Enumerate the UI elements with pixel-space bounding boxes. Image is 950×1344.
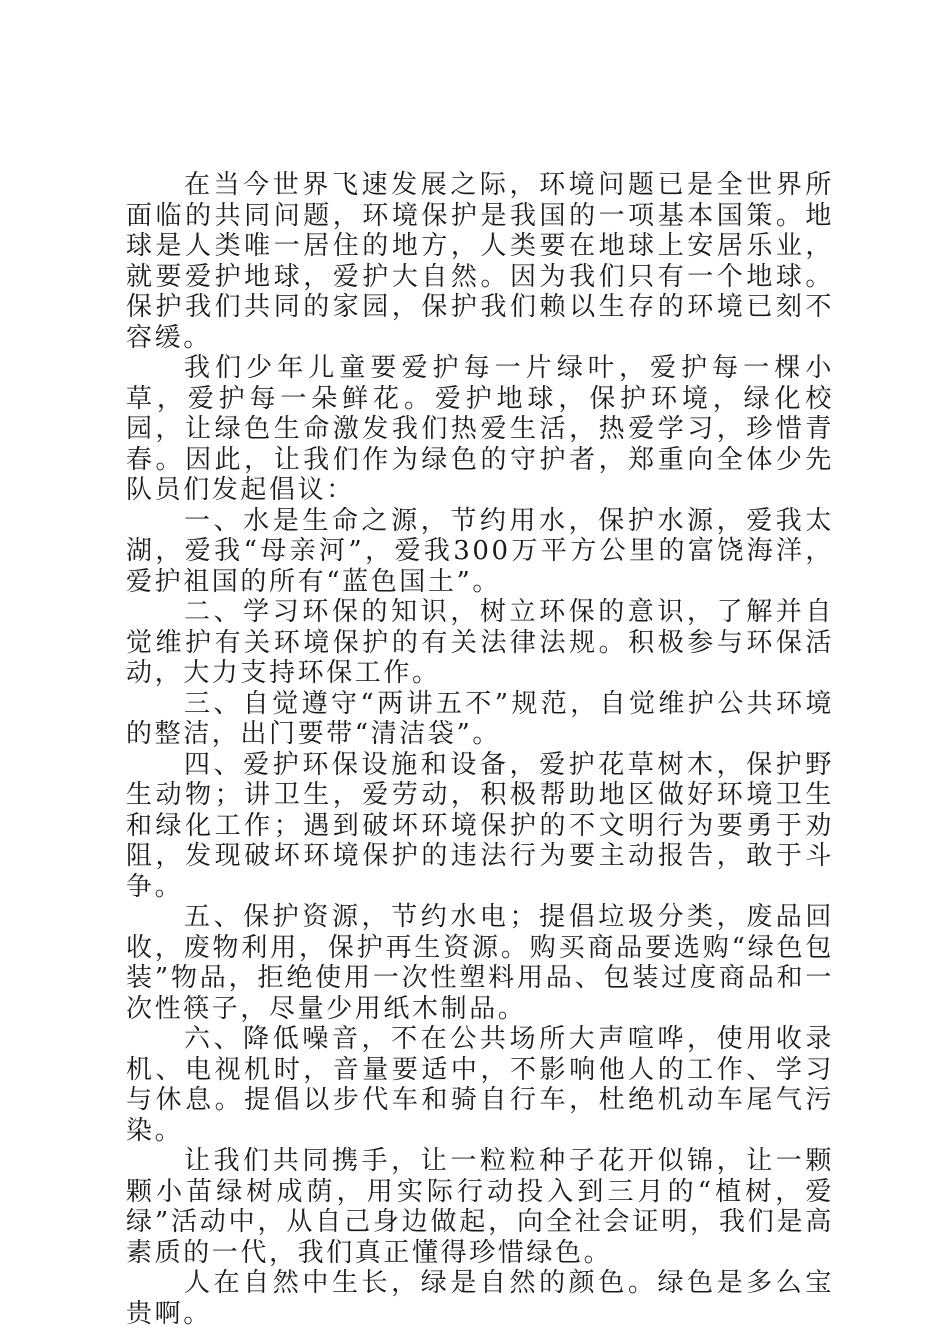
paragraph-appeal: 我们少年儿童要爱护每一片绿叶，爱护每一棵小草，爱护每一朵鲜花。爱护地球，保护环境，绿化校园，让绿色生命激发我们热爱生活，热爱学习，珍惜青春。因此，让我们作为绿色的守护者，郑重向全体少先队员们发起倡议： [126, 353, 834, 505]
paragraph-call-to-action: 让我们共同携手，让一粒粒种子花开似锦，让一颗颗小苗绿树成荫，用实际行动投入到三月的“植树，爱绿”活动中，从自己身边做起，向全社会证明，我们是高素质的一代，我们真正懂得珍惜绿色。 [126, 1146, 834, 1268]
paragraph-item-6: 六、降低噪音，不在公共场所大声喧哗，使用收录机、电视机时，音量要适中，不影响他人的工作、学习与休息。提倡以步代车和骑自行车，杜绝机动车尾气污染。 [126, 1024, 834, 1146]
paragraph-intro: 在当今世界飞速发展之际，环境问题已是全世界所面临的共同问题，环境保护是我国的一项基本国策。地球是人类唯一居住的地方，人类要在地球上安居乐业，就要爱护地球，爱护大自然。因为我们只有一个地球。保护我们共同的家园，保护我们赖以生存的环境已刻不容缓。 [126, 170, 834, 353]
paragraph-closing: 人在自然中生长，绿是自然的颜色。绿色是多么宝贵啊。 [126, 1268, 834, 1329]
paragraph-item-4: 四、爱护环保设施和设备，爱护花草树木，保护野生动物；讲卫生，爱劳动，积极帮助地区做好环境卫生和绿化工作；遇到破坏环境保护的不文明行为要勇于劝阻，发现破坏环境保护的违法行为要主动报告，敢于斗争。 [126, 749, 834, 902]
document-body [126, 170, 834, 1329]
paragraph-item-1: 一、水是生命之源，节约用水，保护水源，爱我太湖，爱我“母亲河”，爱我300万平方公里的富饶海洋，爱护祖国的所有“蓝色国土”。 [126, 505, 834, 597]
paragraph-item-5: 五、保护资源，节约水电；提倡垃圾分类，废品回收，废物利用，保护再生资源。购买商品要选购“绿色包装”物品，拒绝使用一次性塑料用品、包装过度商品和一次性筷子，尽量少用纸木制品。 [126, 902, 834, 1024]
paragraph-item-3: 三、自觉遵守“两讲五不”规范，自觉维护公共环境的整洁，出门要带“清洁袋”。 [126, 688, 834, 749]
paragraph-item-2: 二、学习环保的知识，树立环保的意识，了解并自觉维护有关环境保护的有关法律法规。积极参与环保活动，大力支持环保工作。 [126, 597, 834, 688]
